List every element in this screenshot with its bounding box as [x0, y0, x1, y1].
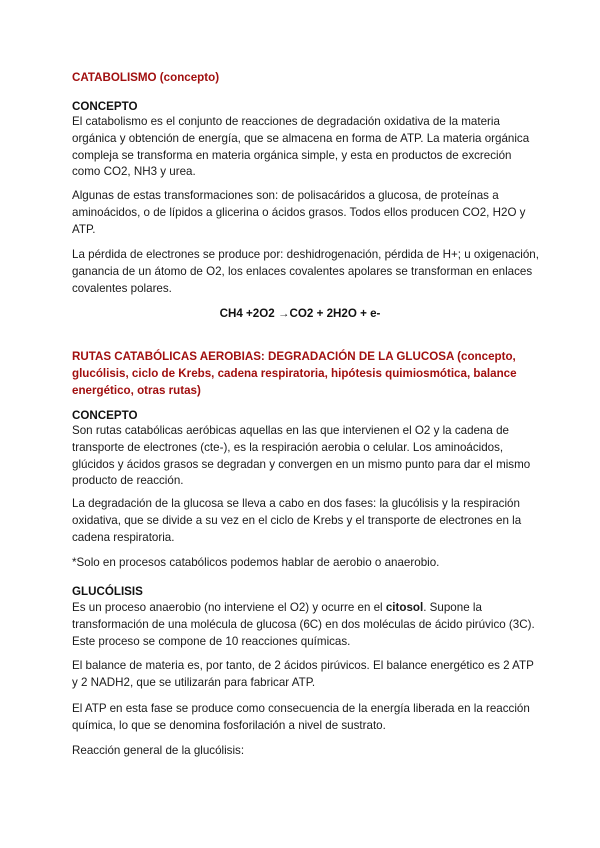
paragraph-transformaciones: Algunas de estas transformaciones son: de polisacáridos a glucosa, de proteínas a aminoácidos, o de lípidos a glicerina o ácidos grasos. Todos ellos producen CO2, H2O y ATP. [72, 189, 526, 236]
concepto-heading: CONCEPTO [72, 100, 138, 113]
paragraph-glucolisis-def: Es un proceso anaerobio (no interviene el O2) y ocurre en el citosol. Supone la transformación de una molécula de glucosa (6C) en dos moléculas de ácido pirúvico (3C). Este proceso se compone de 10 reacciones químicas. [72, 601, 535, 648]
paragraph-catabolismo-def: El catabolismo es el conjunto de reacciones de degradación oxidativa de la materia orgánica y obtención de energía, que se almacena en forma de ATP. La materia orgánica compleja se transforma en materia orgánica simple, y esta en productos de excreción como CO2, NH3 y urea. [72, 115, 530, 179]
paragraph-atp-fase: El ATP en esta fase se produce como consecuencia de la energía liberada en la reacción química, lo que se denomina fosforilación a nivel de sustrato. [72, 702, 530, 732]
paragraph-degradacion-glucosa: La degradación de la glucosa se lleva a cabo en dos fases: la glucólisis y la respiración oxidativa, que se divide a su vez en el ciclo de Krebs y el transporte de electrones en la cadena respiratoria. [72, 497, 522, 544]
citosol-term: citosol [385, 601, 424, 614]
concepto-heading-2: CONCEPTO [72, 409, 138, 422]
glucolisis-heading: GLUCÓLISIS [72, 585, 143, 598]
paragraph-reaccion-general: Reacción general de la glucólisis: [72, 744, 245, 757]
section-title-rutas-aerobias: RUTAS CATABÓLICAS AEROBIAS: DEGRADACIÓN DE LA GLUCOSA (concepto, glucólisis, ciclo de Krebs, cadena respiratoria, hipótesis quimiosmótica, balance energético, otras rutas) [72, 350, 517, 397]
paragraph-balance: El balance de materia es, por tanto, de 2 ácidos pirúvicos. El balance energético es 2 ATP y 2 NADH2, que se utilizarán para fabricar ATP. [72, 659, 534, 689]
paragraph-rutas-def: Son rutas catabólicas aeróbicas aquellas en las que intervienen el O2 y la cadena de transporte de electrones (cte-), es la respiración aerobia o celular. Los aminoácidos, glúcidos y ácidos grasos se degradan y convergen en un mismo punto para dar el mismo producto de reacción. [72, 424, 531, 488]
paragraph-perdida-electrones: La pérdida de electrones se produce por: deshidrogenación, pérdida de H+; u oxigenación, ganancia de un átomo de O2, los enlaces covalentes apolares se transforman en enlaces covalentes polares. [72, 248, 539, 295]
section-title-catabolismo: CATABOLISMO (concepto) [72, 71, 220, 84]
note-aerobio: *Solo en procesos catabólicos podemos hablar de aerobio o anaerobio. [72, 556, 440, 569]
chemical-equation: CH4 +2O2 →CO2 + 2H2O + e- [219, 307, 381, 320]
